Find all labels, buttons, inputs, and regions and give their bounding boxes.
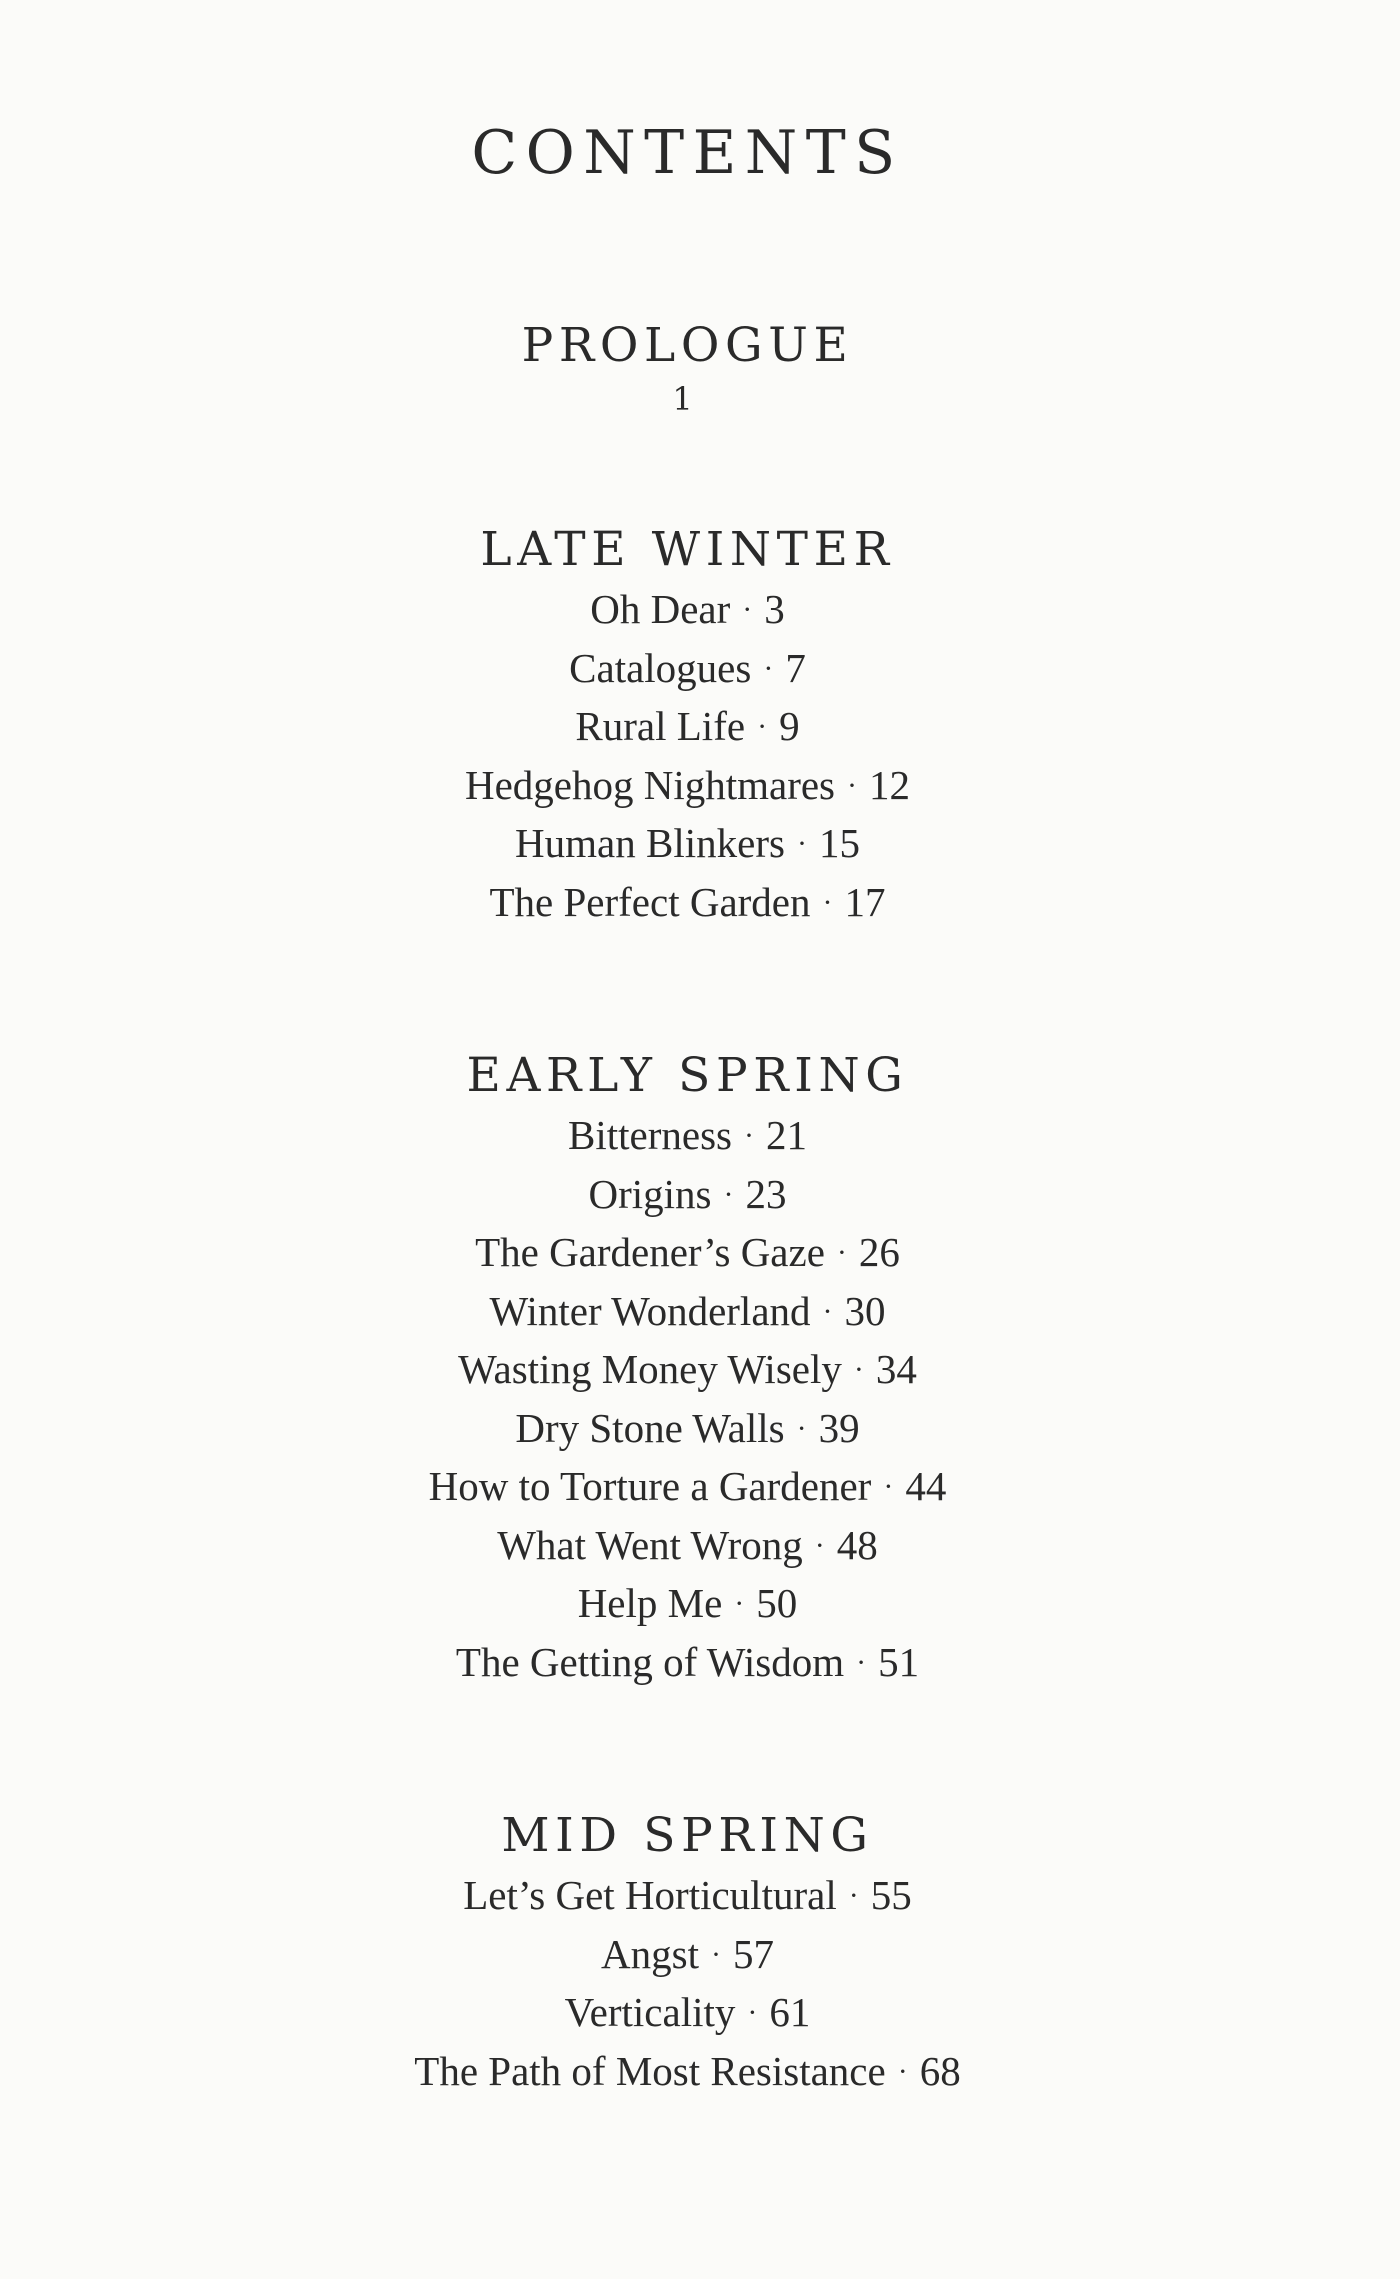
toc-entry [0,2042,1375,2101]
entry-title: Human Blinkers [515,820,785,866]
toc-entry [0,1340,1375,1399]
separator-dot: · [883,1470,894,1503]
entry-title: Oh Dear [590,586,731,632]
section-heading-prologue: PROLOGUE [521,318,854,373]
entry-page-number: 15 [818,820,860,866]
toc-entry [0,1925,1375,1984]
separator-dot: · [757,710,768,743]
entry-title: Rural Life [575,703,746,749]
separator-dot: · [822,1294,833,1328]
toc-entry [0,1223,1375,1282]
toc-entry [0,1516,1375,1575]
entry-title: How to Torture a Gardener [428,1463,872,1509]
toc-entry [0,814,1375,873]
section-list-mid-spring [0,1866,1375,2100]
entry-title: The Getting of Wisdom [455,1638,845,1685]
section-list-late-winter [0,580,1375,931]
entry-title: Verticality [564,1989,736,2035]
entry-title: Winter Wonderland [489,1287,811,1334]
entry-page-number: 23 [745,1170,787,1217]
separator-dot: · [796,827,807,860]
separator-dot: · [734,1587,745,1620]
separator-dot: · [897,2054,908,2088]
entry-page-number: 21 [765,1112,807,1158]
entry-title: The Path of Most Resistance [414,2047,886,2094]
entry-page-number: 61 [769,1989,811,2035]
toc-entry [0,580,1375,639]
entry-page-number: 7 [785,644,806,691]
entry-title: Help Me [577,1580,723,1626]
entry-title: The Gardener’s Gaze [475,1229,825,1275]
entry-page-number: 30 [844,1287,886,1334]
entry-page-number: 26 [858,1229,900,1275]
entry-page-number: 57 [732,1930,774,1977]
toc-entry [0,756,1375,815]
separator-dot: · [814,1528,825,1562]
entry-title: Wasting Money Wisely [458,1346,842,1392]
separator-dot: · [743,1119,754,1152]
separator-dot: · [836,1236,847,1269]
entry-title: Dry Stone Walls [515,1404,785,1451]
entry-title: What Went Wrong [497,1521,803,1568]
separator-dot: · [847,768,858,802]
entry-page-number: 12 [869,761,911,808]
separator-dot: · [853,1353,864,1386]
section-list-early-spring [0,1106,1375,1691]
toc-entry [0,1106,1375,1165]
prologue-page-number: 1 [672,380,693,418]
section-heading-early-spring: EARLY SPRING [466,1048,909,1103]
entry-page-number: 68 [919,2047,961,2094]
separator-dot: · [848,1879,859,1912]
toc-entry [0,1165,1375,1224]
toc-entry [0,1282,1375,1341]
entry-page-number: 9 [779,703,800,749]
separator-dot: · [742,593,753,626]
toc-entry [0,1399,1375,1458]
entry-title: Bitterness [568,1112,732,1158]
entry-page-number: 44 [905,1463,947,1509]
entry-title: The Perfect Garden [489,878,811,925]
entry-title: Hedgehog Nightmares [464,761,836,808]
entry-title: Let’s Get Horticultural [463,1872,837,1918]
entry-page-number: 34 [875,1346,917,1392]
separator-dot: · [763,651,774,685]
toc-entry [0,639,1375,698]
entry-page-number: 50 [756,1580,798,1626]
toc-entry [0,697,1375,756]
toc-entry [0,873,1375,932]
separator-dot: · [723,1177,734,1211]
separator-dot: · [796,1411,807,1445]
page-title: CONTENTS [471,118,904,188]
toc-entry [0,1866,1375,1925]
entry-title: Origins [588,1170,712,1217]
entry-page-number: 48 [836,1521,878,1568]
entry-title: Catalogues [569,644,752,691]
separator-dot: · [710,1937,721,1971]
entry-page-number: 39 [818,1404,860,1451]
entry-page-number: 51 [878,1638,920,1685]
section-heading-late-winter: LATE WINTER [480,522,895,577]
toc-entry [0,1983,1375,2042]
entry-page-number: 17 [844,878,886,925]
separator-dot: · [856,1645,867,1679]
separator-dot: · [822,885,833,919]
toc-entry [0,1457,1375,1516]
separator-dot: · [747,1996,758,2029]
toc-entry [0,1574,1375,1633]
entry-page-number: 3 [764,586,785,632]
entry-page-number: 55 [870,1872,912,1918]
section-heading-mid-spring: MID SPRING [501,1808,874,1863]
entry-title: Angst [601,1930,699,1977]
toc-entry [0,1633,1375,1692]
